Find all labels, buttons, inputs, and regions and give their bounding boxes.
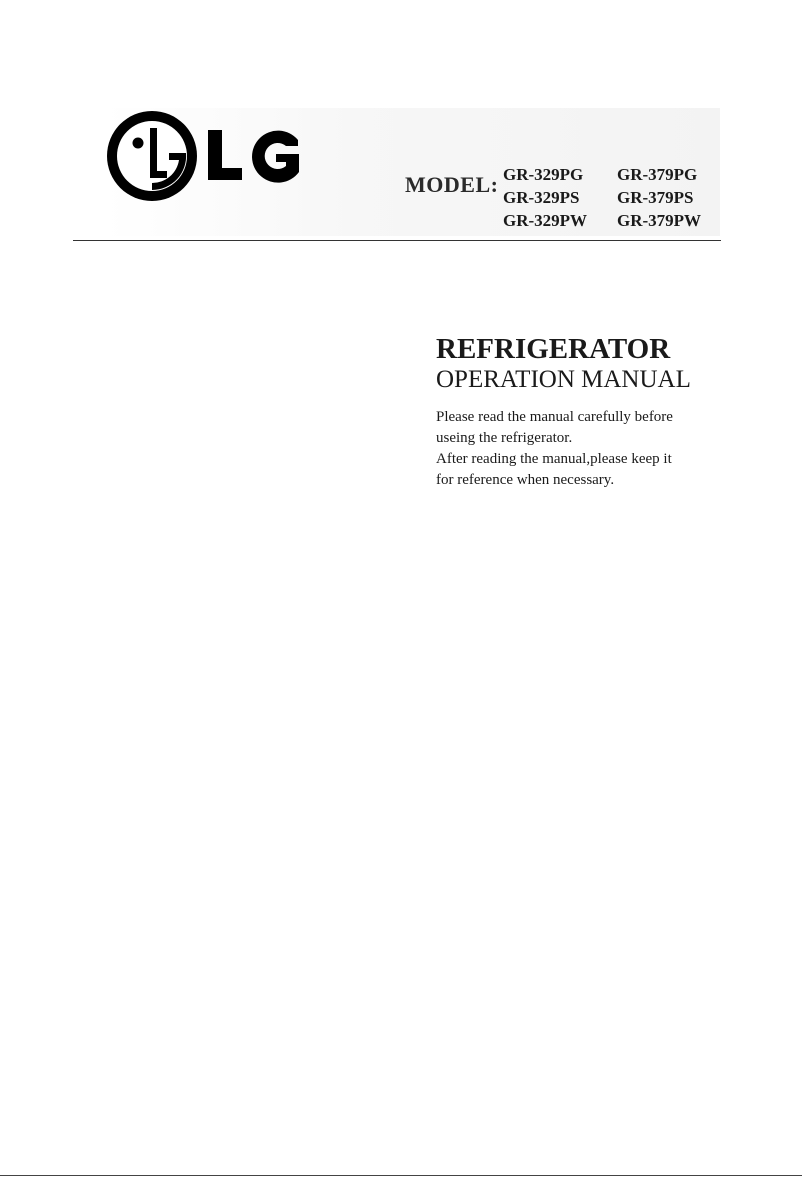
page-bottom-edge — [0, 1175, 802, 1176]
notice-line: useing the refrigerator. — [436, 430, 573, 446]
model-number: GR-379PG — [617, 165, 698, 184]
notice-line: After reading the manual,please keep it — [436, 451, 672, 467]
reading-notice — [436, 407, 736, 491]
notice-line: for reference when necessary. — [436, 472, 615, 488]
model-number: GR-379PS — [617, 188, 694, 207]
model-number-grid — [503, 163, 717, 232]
lg-face-logo-icon — [106, 110, 198, 202]
lg-wordmark-icon — [204, 126, 304, 186]
model-number: GR-329PS — [503, 188, 580, 207]
model-number: GR-329PG — [503, 165, 584, 184]
document-subtitle: OPERATION MANUAL — [436, 366, 691, 393]
notice-line: Please read the manual carefully before — [436, 409, 673, 425]
document-title: REFRIGERATOR — [436, 333, 671, 365]
model-number: GR-379PW — [617, 211, 702, 230]
header-divider — [73, 240, 721, 241]
model-label: MODEL: — [405, 172, 499, 197]
model-number: GR-329PW — [503, 211, 588, 230]
